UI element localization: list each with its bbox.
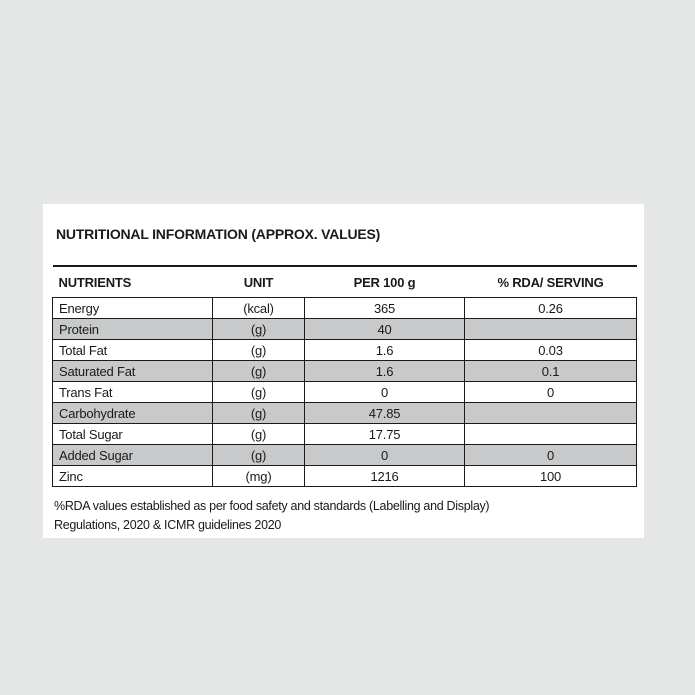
cell-rda-serving: [465, 403, 637, 424]
cell-unit: (kcal): [213, 298, 305, 319]
cell-nutrient: Energy: [53, 298, 213, 319]
cell-unit: (g): [213, 424, 305, 445]
table-row: [53, 340, 637, 361]
table-row: [53, 466, 637, 487]
cell-unit: (g): [213, 361, 305, 382]
cell-rda-serving: 0.03: [465, 340, 637, 361]
cell-per-100g: 0: [305, 445, 465, 466]
header-nutrients: NUTRIENTS: [58, 274, 132, 290]
header-rda-serving: % RDA/ SERVING: [497, 274, 604, 290]
cell-per-100g: 365: [305, 298, 465, 319]
table-row: [53, 445, 637, 466]
header-unit: UNIT: [243, 274, 274, 290]
cell-unit: (mg): [213, 466, 305, 487]
cell-per-100g: 1216: [305, 466, 465, 487]
cell-rda-serving: 0.26: [465, 298, 637, 319]
cell-nutrient: Added Sugar: [53, 445, 213, 466]
cell-per-100g: 17.75: [305, 424, 465, 445]
cell-rda-serving: 0: [465, 382, 637, 403]
cell-rda-serving: [465, 319, 637, 340]
cell-per-100g: 0: [305, 382, 465, 403]
cell-nutrient: Saturated Fat: [53, 361, 213, 382]
table-row: [53, 361, 637, 382]
nutrition-panel: [43, 204, 644, 538]
cell-unit: (g): [213, 319, 305, 340]
cell-nutrient: Protein: [53, 319, 213, 340]
cell-per-100g: 47.85: [305, 403, 465, 424]
cell-unit: (g): [213, 340, 305, 361]
cell-rda-serving: 100: [465, 466, 637, 487]
cell-nutrient: Trans Fat: [53, 382, 213, 403]
table-row: [53, 319, 637, 340]
cell-nutrient: Total Fat: [53, 340, 213, 361]
cell-nutrient: Carbohydrate: [53, 403, 213, 424]
table-row: [53, 298, 637, 319]
table-row: [53, 403, 637, 424]
table-body: [53, 298, 637, 487]
table-row: [53, 382, 637, 403]
cell-unit: (g): [213, 445, 305, 466]
table-row: [53, 424, 637, 445]
footnote: [54, 497, 489, 535]
footnote-line-1: %RDA values established as per food safety and standards (Labelling and Display): [54, 499, 490, 513]
header-per-100g: PER 100 g: [353, 274, 416, 290]
cell-rda-serving: 0.1: [465, 361, 637, 382]
cell-rda-serving: 0: [465, 445, 637, 466]
cell-rda-serving: [465, 424, 637, 445]
panel-title: NUTRITIONAL INFORMATION (APPROX. VALUES): [56, 226, 381, 242]
table-header-row: [53, 266, 637, 298]
footnote-line-2: Regulations, 2020 & ICMR guidelines 2020: [54, 518, 282, 532]
cell-nutrient: Zinc: [53, 466, 213, 487]
cell-per-100g: 40: [305, 319, 465, 340]
nutrition-table: [52, 265, 637, 487]
cell-nutrient: Total Sugar: [53, 424, 213, 445]
cell-per-100g: 1.6: [305, 361, 465, 382]
cell-per-100g: 1.6: [305, 340, 465, 361]
cell-unit: (g): [213, 403, 305, 424]
cell-unit: (g): [213, 382, 305, 403]
